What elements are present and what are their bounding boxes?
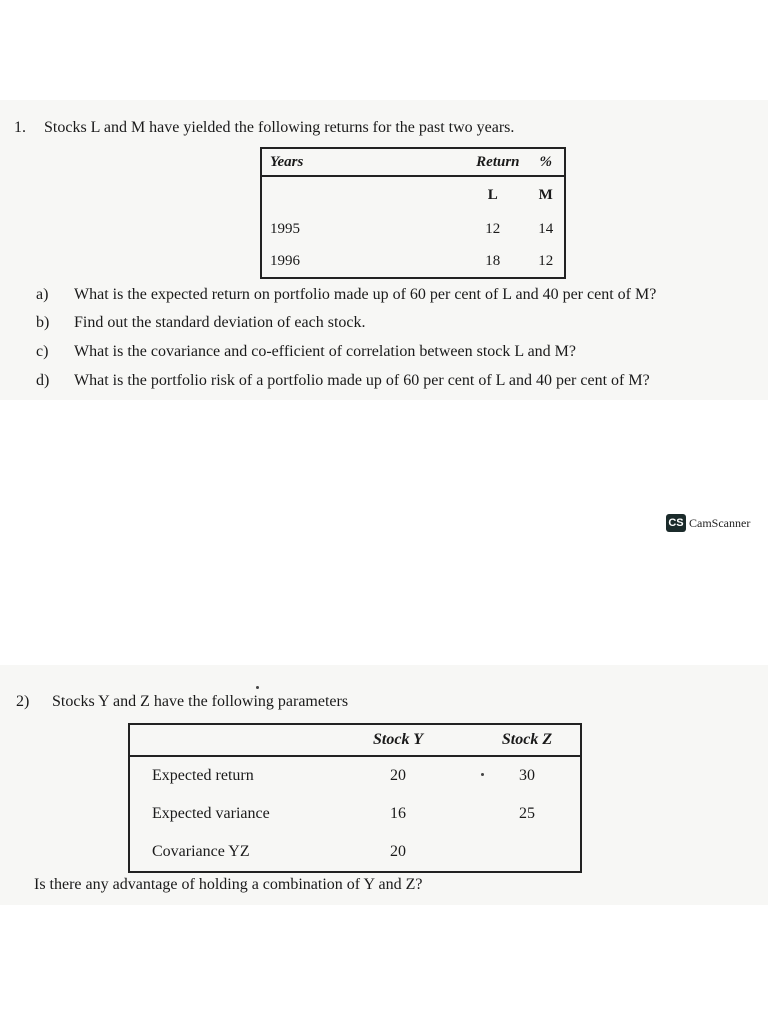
header-stock-z: Stock Z (474, 724, 581, 756)
row-label: Expected variance (152, 805, 270, 822)
row-year: 1996 (270, 252, 300, 269)
table-row (129, 756, 581, 795)
header-years: Years (261, 148, 458, 176)
part-text: What is the expected return on portfolio made up of 60 per cent of L and 40 per cent of M? (74, 286, 657, 303)
camscanner-logo-icon: CS (666, 514, 686, 532)
camscanner-watermark (666, 514, 750, 532)
table-row (261, 213, 565, 245)
question-2-text: Stocks Y and Z have the following parameters (52, 693, 349, 710)
row-y-value: 16 (390, 805, 406, 822)
part-text: Find out the standard deviation of each stock. (74, 314, 366, 331)
parameters-table (128, 723, 582, 873)
row-l-value: 18 (485, 252, 501, 269)
part-text: What is the covariance and co-efficient of correlation between stock L and M? (74, 343, 576, 360)
question-1c (36, 343, 576, 361)
blank-header (129, 724, 322, 756)
column-m: M (538, 186, 553, 203)
returns-table (260, 147, 566, 279)
row-year: 1995 (270, 220, 300, 237)
table-row (129, 795, 581, 833)
row-l-value: 12 (485, 220, 501, 237)
row-label: Expected return (152, 767, 254, 784)
row-y-value: 20 (390, 843, 406, 860)
row-y-value: 20 (390, 767, 406, 784)
row-m-value: 14 (538, 220, 554, 237)
question-1-number: 1. (14, 119, 26, 136)
row-z-value (474, 833, 581, 872)
part-label: c) (36, 343, 49, 360)
column-l: L (487, 186, 498, 203)
part-label: a) (36, 286, 49, 303)
row-z-value: 25 (519, 805, 535, 822)
table-row (129, 833, 581, 872)
table-row (261, 245, 565, 278)
part-label: d) (36, 372, 50, 389)
part-text: What is the portfolio risk of a portfolio made up of 60 per cent of L and 40 per cent of M? (74, 372, 650, 389)
question-1d (36, 372, 650, 390)
row-m-value: 12 (538, 252, 554, 269)
header-stock-y: Stock Y (322, 724, 474, 756)
blank-cell (261, 176, 458, 213)
header-return-label: Return (476, 153, 520, 170)
row-z-value: 30 (519, 767, 535, 784)
row-label: Covariance YZ (152, 843, 250, 860)
ink-dot (256, 686, 259, 689)
header-return (458, 148, 528, 176)
ink-dot (481, 773, 484, 776)
question-2-number: 2) (16, 693, 30, 710)
part-label: b) (36, 314, 50, 331)
header-percent: % (528, 148, 565, 176)
camscanner-label: CamScanner (689, 515, 751, 530)
question-2-prompt: Is there any advantage of holding a combination of Y and Z? (34, 876, 423, 893)
question-1a (36, 286, 656, 304)
question-1b (36, 314, 365, 332)
question-1-text: Stocks L and M have yielded the following returns for the past two years. (44, 119, 515, 136)
